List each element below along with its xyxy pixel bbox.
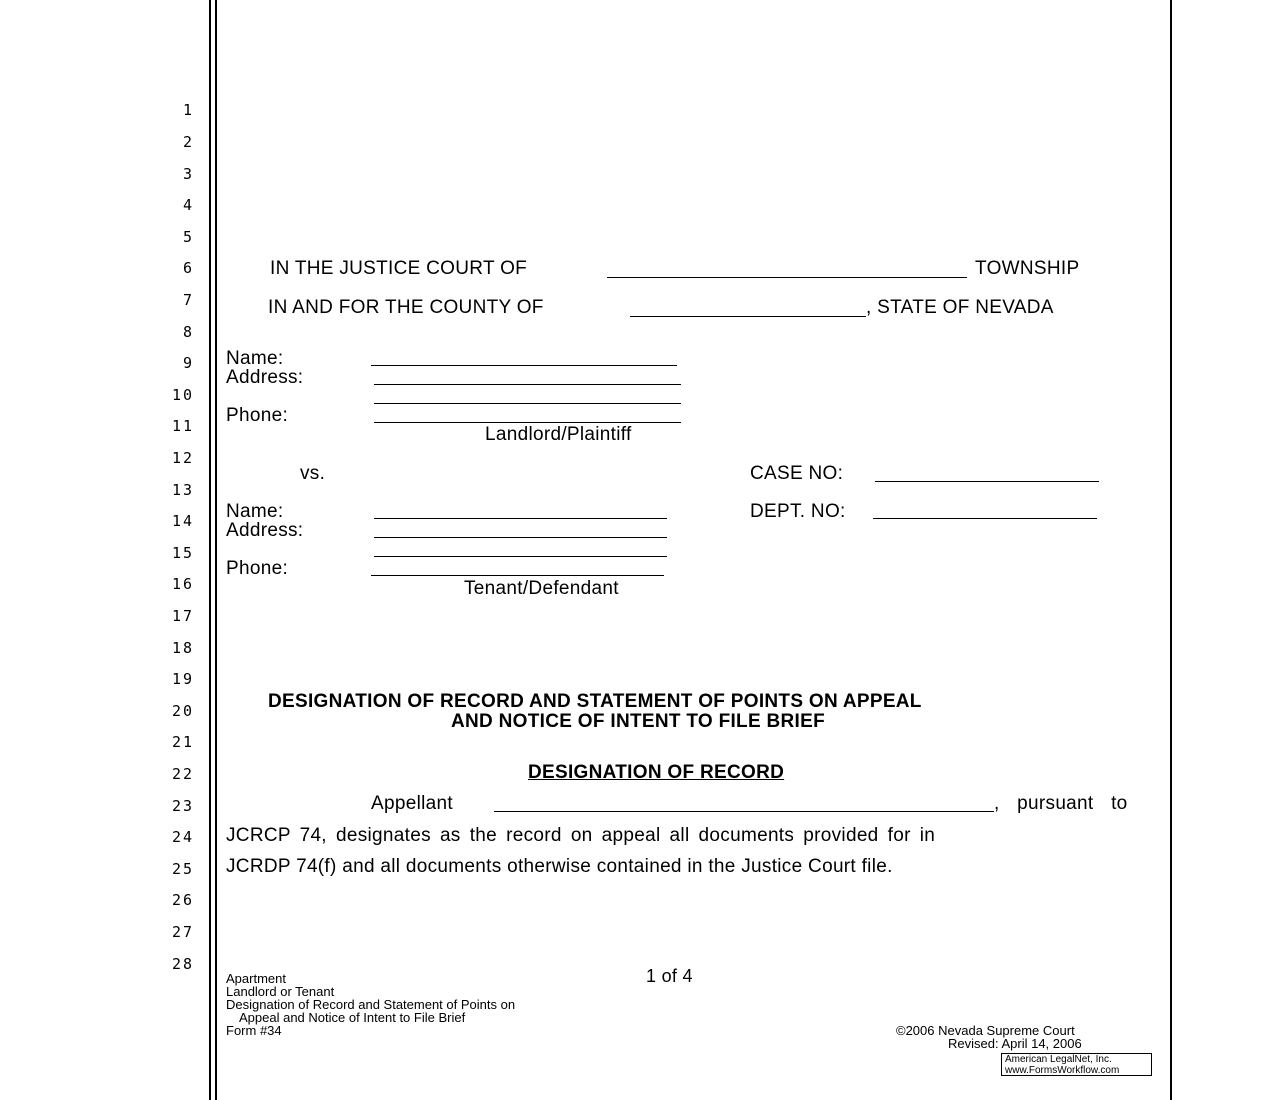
defendant-role: Tenant/Defendant — [464, 578, 619, 599]
line-number: 19 — [171, 670, 194, 688]
township-blank — [607, 277, 967, 278]
plaintiff-address-line-1 — [374, 384, 681, 385]
line-number: 27 — [171, 923, 194, 941]
line-number: 11 — [171, 417, 194, 435]
document-title-line-2: AND NOTICE OF INTENT TO FILE BRIEF — [451, 711, 826, 732]
plaintiff-address-line-2 — [374, 403, 681, 404]
plaintiff-phone-line — [374, 422, 681, 423]
section-heading: DESIGNATION OF RECORD — [528, 762, 785, 783]
case-no-line — [875, 481, 1099, 482]
document-title-line-1: DESIGNATION OF RECORD AND STATEMENT OF POINTS ON APPEAL — [268, 691, 922, 712]
defendant-name-line — [374, 518, 667, 519]
footer-left-2: Landlord or Tenant — [226, 984, 335, 999]
body-line-2: JCRCP 74, designates as the record on appeal all documents provided for in — [226, 825, 936, 846]
line-number: 17 — [171, 607, 194, 625]
line-number: 24 — [171, 828, 194, 846]
line-number: 9 — [182, 354, 194, 372]
county-suffix: , STATE OF NEVADA — [866, 297, 1054, 318]
line-number: 5 — [182, 228, 194, 246]
right-margin-rule — [1170, 0, 1172, 1100]
footer-left-4: Appeal and Notice of Intent to File Brief — [239, 1010, 466, 1025]
line-number: 13 — [171, 481, 194, 499]
dept-no-label: DEPT. NO: — [750, 501, 846, 522]
footer-left-3: Designation of Record and Statement of Points on — [226, 997, 516, 1012]
plaintiff-name-line — [371, 365, 677, 366]
line-number: 23 — [171, 797, 194, 815]
versus: vs. — [300, 463, 326, 484]
line-number: 25 — [171, 860, 194, 878]
line-number: 18 — [171, 639, 194, 657]
defendant-address-line-1 — [374, 537, 667, 538]
page-indicator: 1 of 4 — [646, 966, 693, 986]
county-blank — [630, 316, 866, 317]
copyright: ©2006 Nevada Supreme Court — [896, 1023, 1075, 1038]
line-number: 10 — [171, 386, 194, 404]
appellant-blank — [494, 811, 994, 812]
dept-no-line — [873, 518, 1097, 519]
line-number: 14 — [171, 512, 194, 530]
court-suffix: TOWNSHIP — [975, 258, 1080, 279]
defendant-name-label: Name: — [226, 501, 284, 522]
line-number: 20 — [171, 702, 194, 720]
line-number: 21 — [171, 733, 194, 751]
footer-left-1: Apartment — [226, 971, 286, 986]
line-number: 6 — [182, 259, 194, 277]
line-number: 16 — [171, 575, 194, 593]
plaintiff-phone-label: Phone: — [226, 405, 289, 426]
line-number: 26 — [171, 891, 194, 909]
line-number: 1 — [182, 101, 194, 119]
footer-left-5: Form #34 — [226, 1023, 282, 1038]
left-margin-rule-outer — [209, 0, 211, 1100]
court-prefix: IN THE JUSTICE COURT OF — [270, 258, 528, 279]
line-number: 22 — [171, 765, 194, 783]
line-number: 2 — [182, 133, 194, 151]
revised-date: Revised: April 14, 2006 — [948, 1036, 1082, 1051]
body-line-3: JCRDP 74(f) and all documents otherwise contained in the Justice Court file. — [226, 856, 893, 877]
left-margin-rule-inner — [215, 0, 217, 1100]
plaintiff-name-label: Name: — [226, 348, 284, 369]
plaintiff-address-label: Address: — [226, 367, 304, 388]
line-number: 15 — [171, 544, 194, 562]
line-number: 12 — [171, 449, 194, 467]
plaintiff-role: Landlord/Plaintiff — [485, 424, 632, 445]
defendant-phone-label: Phone: — [226, 558, 289, 579]
footer-left — [226, 972, 515, 1037]
defendant-address-line-2 — [374, 556, 667, 557]
line-number: 4 — [182, 196, 194, 214]
stamp-line-1: American LegalNet, Inc. — [1005, 1054, 1112, 1065]
line-number: 3 — [182, 165, 194, 183]
line-number: 8 — [182, 323, 194, 341]
stamp-line-2: www.FormsWorkflow.com — [1005, 1065, 1120, 1076]
defendant-address-label: Address: — [226, 520, 304, 541]
line-number: 28 — [171, 955, 194, 973]
pursuant-text: , pursuant to — [994, 793, 1128, 814]
county-prefix: IN AND FOR THE COUNTY OF — [268, 297, 544, 318]
appellant-label: Appellant — [371, 793, 453, 814]
case-no-label: CASE NO: — [750, 463, 844, 484]
defendant-phone-line — [371, 575, 664, 576]
legalnet-stamp — [1001, 1053, 1152, 1076]
line-number: 7 — [182, 291, 194, 309]
